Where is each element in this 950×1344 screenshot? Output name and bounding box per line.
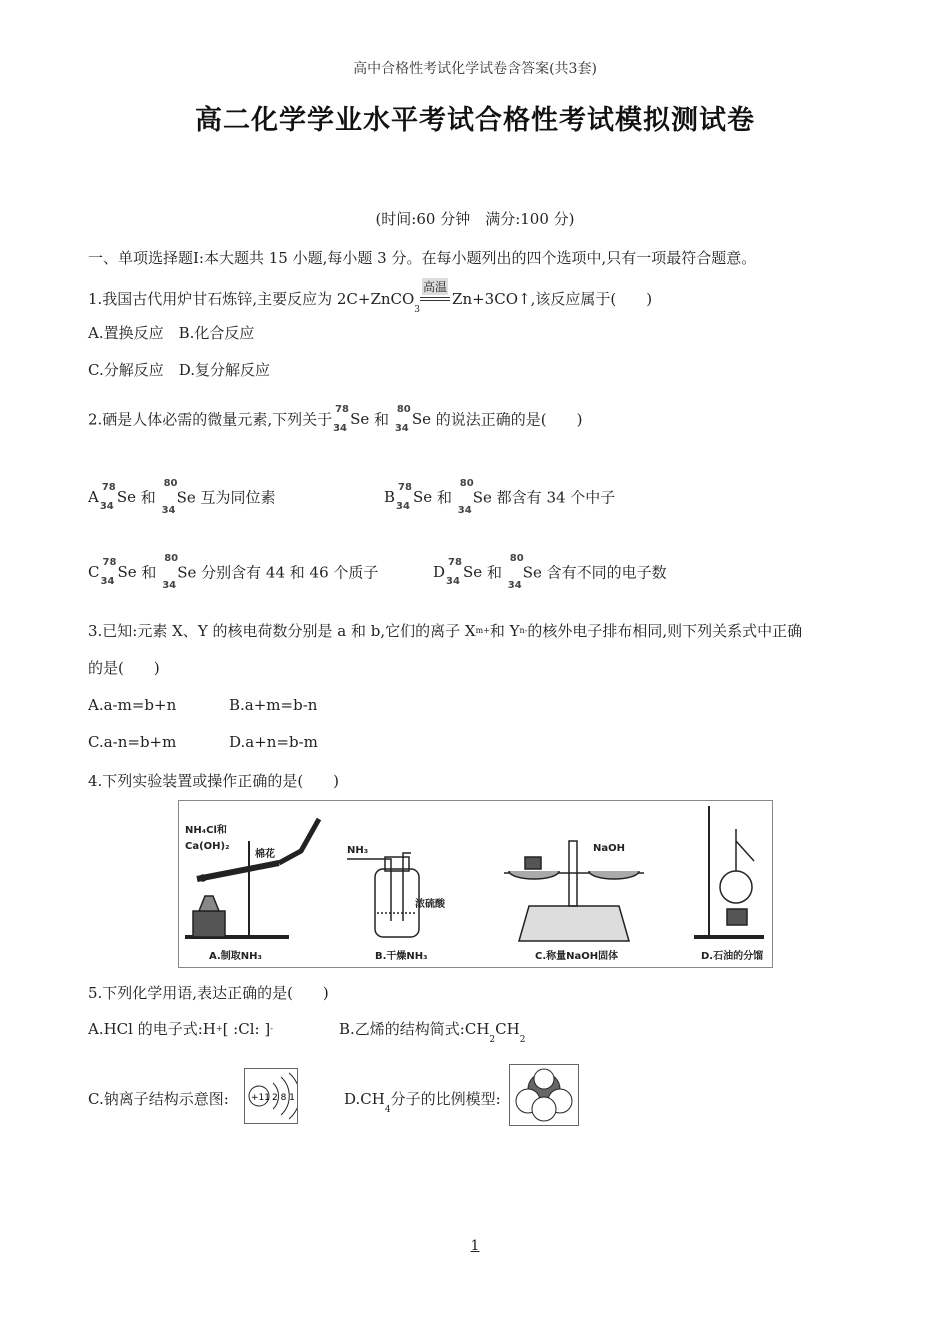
question-5-stem: 5.下列化学用语,表达正确的是( ) (88, 984, 329, 1002)
apparatus-figure (178, 800, 773, 968)
question-1-stem: 1.我国古代用炉甘石炼锌,主要反应为 2C+ZnCO$_3$ 高温 Zn+3CO↑,该反应属于( ) (88, 280, 653, 315)
label-a1: NH₄Cl和 (185, 825, 227, 836)
question-1-options-row2: C.分解反应 D.复分解反应 (88, 361, 270, 379)
question-5-option-a: A.HCl 的电子式:H+[ :Cl: ]- (88, 1020, 273, 1038)
question-3-option-a: A.a-m=b+n (88, 696, 177, 714)
question-2-option-c: C 78 34 Se 和 80 34 Se 分别含有 44 和 46 个质子 (88, 553, 379, 591)
isotope-se80: 80 34 (394, 404, 411, 434)
caption-a: A.制取NH₃ (209, 951, 262, 962)
section-heading: 一、单项选择题Ⅰ:本大题共 15 小题,每小题 3 分。在每小题列出的四个选项中,只有一项最符合题意。 (88, 249, 757, 267)
svg-text:+11: +11 (251, 1093, 270, 1103)
label-b2: 浓硫酸 (415, 899, 445, 910)
label-b1: NH₃ (347, 845, 369, 856)
reaction-condition: 高温 (420, 284, 452, 304)
page-number: 1 (470, 1238, 480, 1254)
question-5-option-d: $D.CH_4$分子的比例模型: (344, 1090, 501, 1115)
caption-d: D.石油的分馏 (701, 951, 764, 962)
svg-text:2 8 1: 2 8 1 (272, 1093, 295, 1103)
page-header: 高中合格性考试化学试卷含答案(共3套) (353, 61, 597, 77)
apparatus-drawing (179, 801, 772, 967)
question-3-stem-cont: 的是( ) (88, 659, 160, 677)
question-3-option-c: C.a-n=b+m (88, 733, 177, 751)
question-2-option-b: B 78 34 Se 和 80 34 Se 都含有 34 个中子 (384, 478, 616, 516)
exam-time-score: (时间:60 分钟 满分:100 分) (375, 210, 575, 228)
question-2-option-d: D 78 34 Se 和 80 34 Se 含有不同的电子数 (433, 553, 667, 591)
question-4-stem: 4.下列实验装置或操作正确的是( ) (88, 772, 340, 790)
label-a2: Ca(OH)₂ (185, 841, 230, 852)
question-3-option-b: B.a+m=b-n (229, 696, 318, 714)
page-title: 高二化学学业水平考试合格性考试模拟测试卷 (195, 105, 755, 136)
label-a3: 棉花 (255, 849, 275, 860)
caption-b: B.干燥NH₃ (375, 951, 428, 962)
caption-c: C.称量NaOH固体 (535, 951, 619, 962)
sodium-ion-diagram (244, 1068, 298, 1124)
isotope-se78: 78 34 (333, 404, 350, 434)
methane-model-diagram (509, 1064, 579, 1126)
question-3-stem: 3.已知:元素 X、Y 的核电荷数分别是 a 和 b,它们的离子 $X^{m+}$和 $Y^{n-}$的核外电子排布相同,则下列关系式中正确 (88, 622, 803, 640)
question-2-option-a: A 78 34 Se 和 80 34 Se 互为同位素 (88, 478, 276, 516)
question-5-option-c: C.钠离子结构示意图: (88, 1090, 229, 1108)
label-c1: NaOH (593, 843, 625, 854)
question-1-options-row1: A.置换反应 B.化合反应 (88, 324, 255, 342)
question-2-stem: 2.硒是人体必需的微量元素,下列关于 78 34 Se 和 80 34 Se 的说法正确的是( ) (88, 404, 583, 434)
question-3-option-d: D.a+n=b-m (229, 733, 318, 751)
question-5-option-b: B.乙烯的结构简式$:CH_2CH_2$ (339, 1020, 526, 1045)
